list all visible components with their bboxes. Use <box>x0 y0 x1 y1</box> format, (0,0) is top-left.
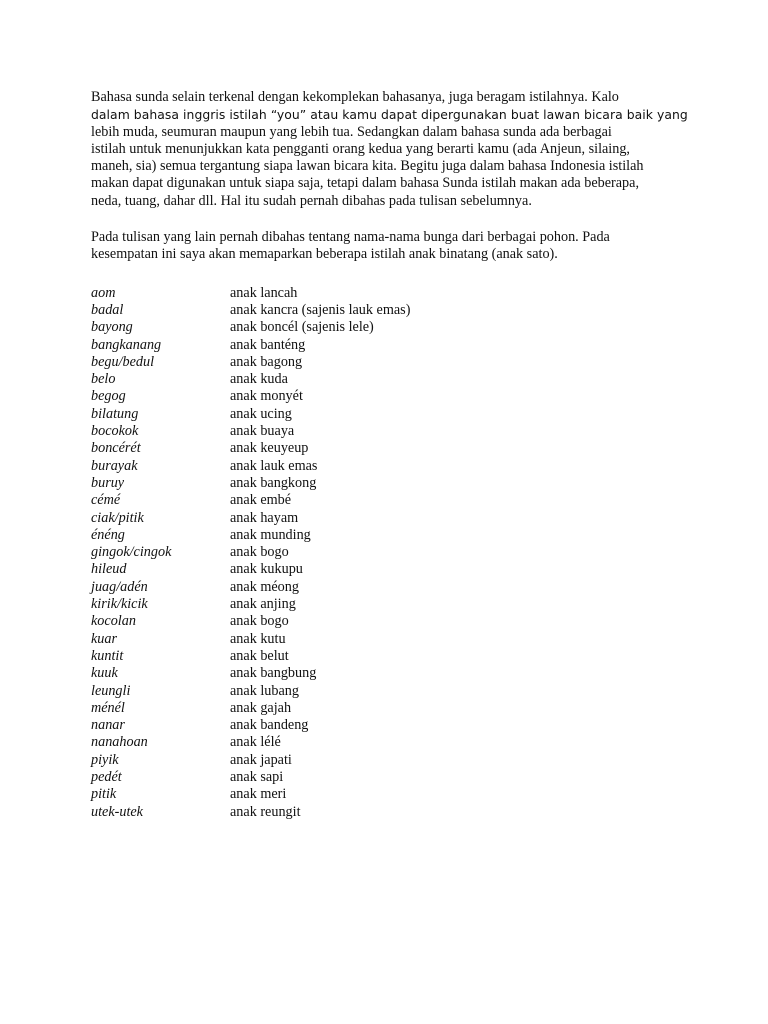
glossary-term: aom <box>91 284 116 301</box>
glossary-term: pedét <box>91 768 122 785</box>
glossary-meaning: anak anjing <box>230 596 296 613</box>
glossary-meaning: anak méong <box>230 578 299 595</box>
glossary-term: begog <box>91 388 126 405</box>
glossary-row <box>91 717 691 734</box>
paragraph-spacer <box>91 210 691 229</box>
glossary-meaning: anak ucing <box>230 405 292 422</box>
glossary-meaning: anak embé <box>230 492 292 509</box>
glossary-meaning: anak kancra (sajenis lauk emas) <box>230 301 411 318</box>
glossary-term: badal <box>91 301 124 318</box>
glossary-term: kocolan <box>91 613 136 630</box>
glossary-term: gingok/cingok <box>91 544 172 561</box>
glossary-row <box>91 544 691 561</box>
glossary-term: juag/adén <box>91 578 148 595</box>
glossary-meaning: anak sapi <box>230 768 284 785</box>
glossary-term: bangkanang <box>91 336 162 353</box>
glossary-term: ciak/pitik <box>91 509 144 526</box>
glossary-row <box>91 423 691 440</box>
glossary-meaning: anak japati <box>230 751 292 768</box>
glossary-term: utek-utek <box>91 803 143 820</box>
glossary-row <box>91 371 691 388</box>
paragraph-line: neda, tuang, dahar dll. Hal itu sudah pernah dibahas pada tulisan sebelumnya. <box>91 192 532 209</box>
glossary-term: kirik/kicik <box>91 596 148 613</box>
glossary-term: burayak <box>91 457 138 474</box>
glossary-meaning: anak hayam <box>230 509 299 526</box>
second-paragraph <box>91 229 691 264</box>
glossary-term: bocokok <box>91 423 139 440</box>
glossary-row <box>91 475 691 492</box>
glossary-meaning: anak meri <box>230 786 287 803</box>
glossary-meaning: anak belut <box>230 647 289 664</box>
glossary-meaning: anak bandeng <box>230 717 309 734</box>
glossary-row <box>91 579 691 596</box>
glossary-row <box>91 613 691 630</box>
paragraph-line: Bahasa sunda selain terkenal dengan kekomplekan bahasanya, juga beragam istilahnya. Kalo <box>91 89 619 105</box>
glossary-meaning: anak kukupu <box>230 561 303 578</box>
glossary-meaning: anak gajah <box>230 699 292 716</box>
glossary-row <box>91 631 691 648</box>
glossary-term: kuar <box>91 630 118 647</box>
paragraph-line: istilah untuk menunjukkan kata pengganti orang kedua yang berarti kamu (ada Anjeun, silaing, <box>91 140 630 157</box>
glossary-meaning: anak banténg <box>230 336 306 353</box>
paragraph-line: maneh, sia) semua tergantung siapa lawan bicara kita. Begitu juga dalam bahasa Indonesia istilah <box>91 158 644 175</box>
glossary-meaning: anak boncél (sajenis lele) <box>230 319 374 336</box>
glossary-meaning: anak bangbung <box>230 665 317 682</box>
glossary-row <box>91 561 691 578</box>
glossary-row <box>91 510 691 527</box>
glossary-row <box>91 752 691 769</box>
glossary-row <box>91 492 691 509</box>
glossary-term: piyik <box>91 751 119 768</box>
glossary-term: ménél <box>91 699 125 716</box>
glossary-term: cémé <box>91 492 121 509</box>
glossary-term: bayong <box>91 319 133 336</box>
glossary-row <box>91 769 691 786</box>
glossary-meaning: anak keuyeup <box>230 440 309 457</box>
glossary-row <box>91 786 691 803</box>
glossary-term: buruy <box>91 474 125 491</box>
glossary-meaning: anak reungit <box>230 803 301 820</box>
glossary-row <box>91 648 691 665</box>
glossary-meaning: anak kutu <box>230 630 286 647</box>
glossary-row <box>91 804 691 821</box>
paragraph-line: kesempatan ini saya akan memaparkan beberapa istilah anak binatang (anak sato). <box>91 246 558 263</box>
glossary-row <box>91 596 691 613</box>
glossary-meaning: anak lancah <box>230 284 298 301</box>
glossary-term: boncérét <box>91 440 141 457</box>
glossary-row <box>91 458 691 475</box>
glossary-term: hileud <box>91 561 127 578</box>
glossary-term: kuntit <box>91 647 124 664</box>
glossary-row <box>91 440 691 457</box>
glossary-term: nanahoan <box>91 734 148 751</box>
glossary-term: pitik <box>91 786 117 803</box>
glossary-row <box>91 319 691 336</box>
paragraph-line: Pada tulisan yang lain pernah dibahas tentang nama-nama bunga dari berbagai pohon. Pada <box>91 229 610 246</box>
glossary-meaning: anak munding <box>230 526 311 543</box>
glossary-row <box>91 527 691 544</box>
paragraph-line: makan dapat digunakan untuk siapa saja, tetapi dalam bahasa Sunda istilah makan ada beberapa, <box>91 175 639 192</box>
glossary-meaning: anak buaya <box>230 423 295 440</box>
glossary-row <box>91 302 691 319</box>
glossary-term: begu/bedul <box>91 353 155 370</box>
glossary-term: kuuk <box>91 665 118 682</box>
glossary-row <box>91 734 691 751</box>
glossary-term: belo <box>91 371 116 388</box>
glossary-meaning: anak kuda <box>230 371 288 388</box>
glossary-row <box>91 665 691 682</box>
glossary-term: nanar <box>91 717 125 734</box>
glossary-row <box>91 354 691 371</box>
glossary-meaning: anak bogo <box>230 613 289 630</box>
glossary-term: bilatung <box>91 405 139 422</box>
glossary-term: leungli <box>91 682 131 699</box>
glossary-meaning: anak lélé <box>230 734 281 751</box>
glossary-meaning: anak monyét <box>230 388 303 405</box>
glossary-meaning: anak bangkong <box>230 474 317 491</box>
glossary-row <box>91 683 691 700</box>
glossary-row <box>91 406 691 423</box>
glossary-meaning: anak lubang <box>230 682 299 699</box>
paragraph-line: lebih muda, seumuran maupun yang lebih tua. Sedangkan dalam bahasa sunda ada berbagai <box>91 123 612 140</box>
document-content <box>91 89 691 821</box>
paragraph-line: dalam bahasa inggris istilah “you” atau kamu dapat dipergunakan buat lawan bicara baik yang <box>91 107 688 123</box>
animal-glossary-list <box>91 285 691 821</box>
glossary-row <box>91 388 691 405</box>
glossary-meaning: anak lauk emas <box>230 457 318 474</box>
glossary-row <box>91 285 691 302</box>
intro-paragraph <box>91 89 691 210</box>
glossary-meaning: anak bagong <box>230 353 303 370</box>
glossary-row <box>91 700 691 717</box>
glossary-row <box>91 337 691 354</box>
glossary-term: énéng <box>91 526 125 543</box>
glossary-meaning: anak bogo <box>230 544 289 561</box>
